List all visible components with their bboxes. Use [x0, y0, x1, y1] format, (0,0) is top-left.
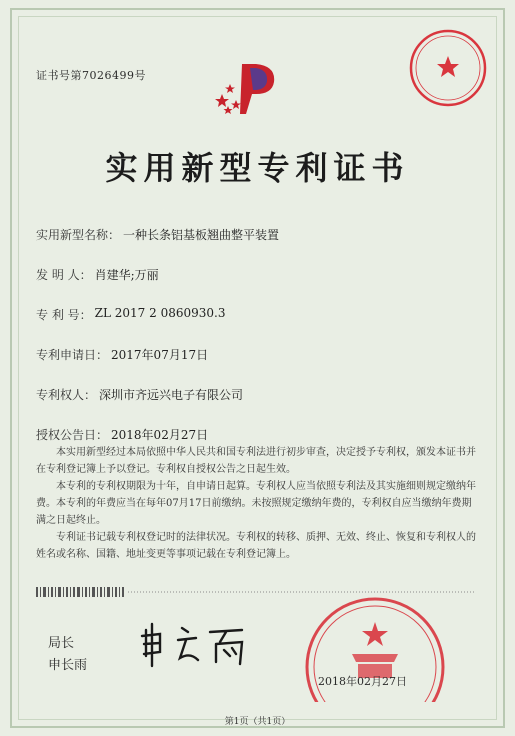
filing-date-value: 2017年07月17日 [111, 348, 209, 362]
body-paragraph-1: 本实用新型经过本局依照中华人民共和国专利法进行初步审查，决定授予专利权，颁发本证书并在专利登记簿上予以登记。专利权自授权公告之日起生效。 [36, 447, 476, 475]
page-footer: 第1页（共1页） [224, 717, 291, 727]
utility-model-name-value: 一种长条铝基板翘曲整平装置 [123, 228, 280, 242]
issue-date: 2018年02月27日 [318, 675, 407, 688]
certificate-number: 证书号第7026499号 [36, 69, 146, 82]
grant-date-label: 授权公告日： [36, 428, 109, 442]
inventor-row [36, 266, 159, 283]
director-signature [138, 618, 258, 670]
patent-number-value: ZL 2017 2 0860930.3 [94, 306, 226, 320]
patentee-row [36, 386, 243, 403]
body-paragraph-3: 专利证书记载专利权登记时的法律状况。专利权的转移、质押、无效、终止、恢复和专利权人的姓名或名称、国籍、地址变更等事项记载在专利登记簿上。 [36, 532, 476, 560]
patentee-value: 深圳市齐远兴电子有限公司 [99, 388, 244, 402]
patent-number-label: 专 利 号： [36, 308, 92, 322]
patentee-label: 专利权人： [36, 388, 97, 402]
filing-date-row [36, 346, 208, 363]
filing-date-label: 专利申请日： [36, 348, 109, 362]
certificate-title: 实用新型专利证书 [105, 149, 410, 187]
body-paragraph-2: 本专利的专利权期限为十年，自申请日起算。专利权人应当依照专利法及其实施细则规定缴纳年费。本专利的年费应当在每年07月17日前缴纳。未按照规定缴纳年费的，专利权自应当缴纳年费期满之日起终止。 [36, 481, 476, 526]
inventor-label: 发 明 人： [36, 268, 92, 282]
certificate-body [36, 444, 476, 563]
grant-date-value: 2018年02月27日 [111, 428, 209, 442]
examination-seal [408, 28, 488, 108]
patent-office-logo [210, 58, 306, 118]
director-name: 申长雨 [48, 658, 88, 673]
utility-model-name-row [36, 226, 279, 243]
patent-number-row [36, 306, 225, 323]
director-title: 局长 [48, 636, 75, 651]
grant-date-row [36, 426, 208, 443]
utility-model-name-label: 实用新型名称： [36, 228, 121, 242]
inventor-value: 肖建华;万丽 [94, 268, 159, 282]
